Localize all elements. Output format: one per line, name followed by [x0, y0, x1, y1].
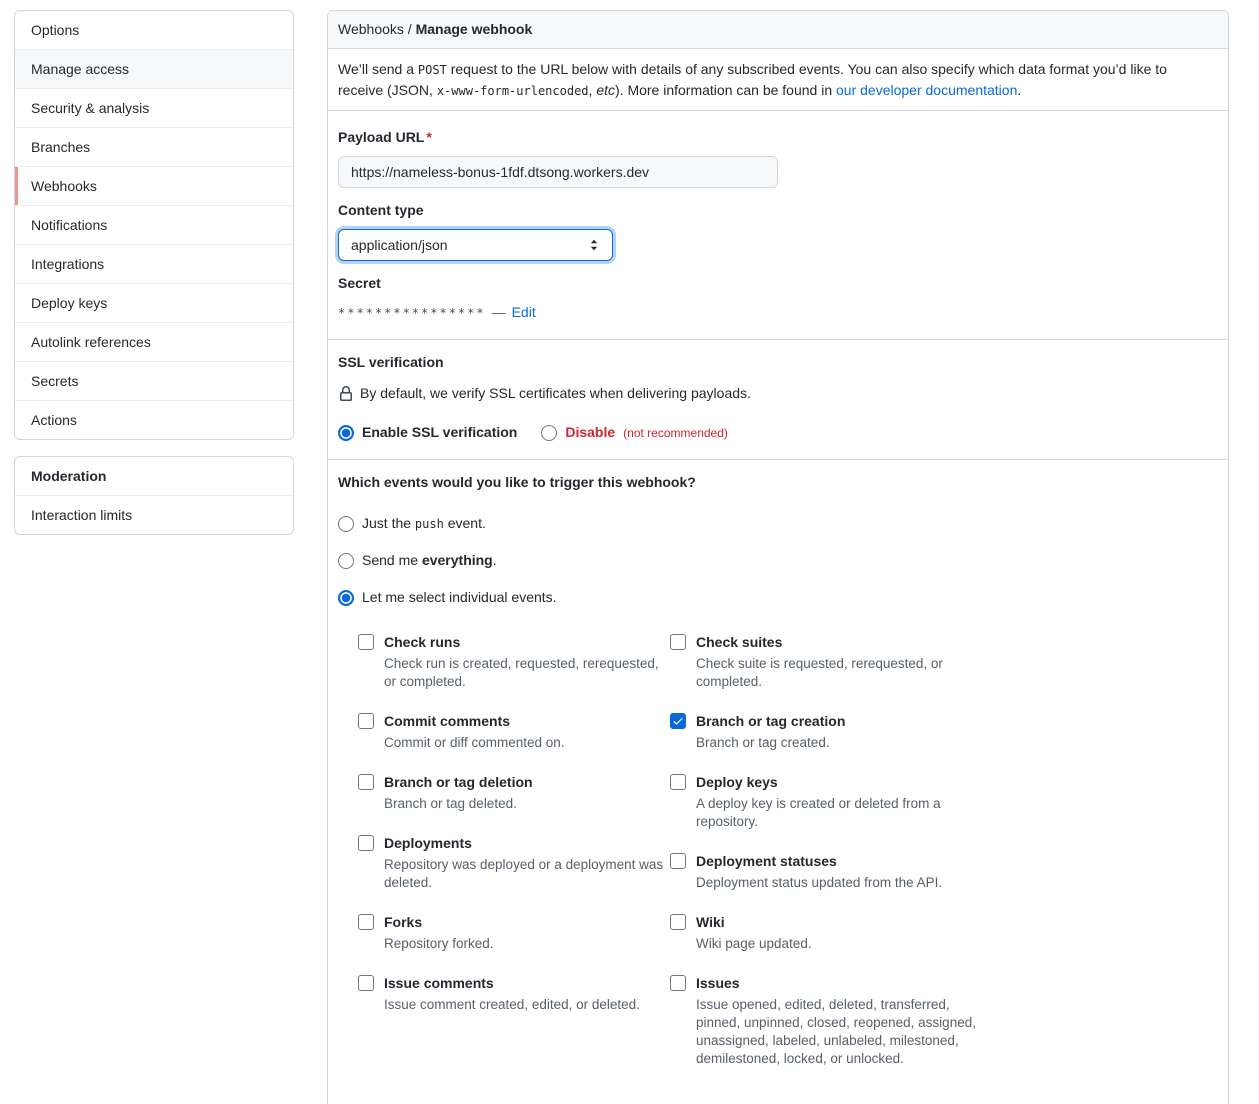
event-desc: Wiki page updated.	[696, 936, 812, 951]
event-radio-individual[interactable]	[338, 587, 1218, 608]
forks-checkbox[interactable]	[358, 914, 374, 930]
content-type-selected-value: application/json	[351, 236, 448, 253]
intro-text	[328, 49, 1228, 111]
event-deployment-statuses[interactable]	[670, 851, 990, 892]
ssl-enable-option[interactable]	[338, 422, 517, 443]
sidebar-item-integrations[interactable]: Integrations	[15, 244, 293, 283]
sidebar-item-branches[interactable]: Branches	[15, 127, 293, 166]
events-radio-group	[338, 513, 1218, 608]
moderation-header: Moderation	[31, 468, 107, 484]
event-commit-comments[interactable]	[358, 711, 670, 752]
event-desc: Issue comment created, edited, or deleted.	[384, 997, 640, 1012]
content-type-label: Content type	[338, 202, 424, 218]
page-title: Manage webhook	[415, 21, 533, 37]
post-code: POST	[417, 63, 447, 77]
event-title: Check runs	[384, 634, 461, 650]
payload-url-label-text: Payload URL	[338, 129, 425, 145]
developer-documentation-link[interactable]: our developer documentation	[836, 82, 1018, 98]
event-issues[interactable]	[670, 973, 990, 1068]
sidebar-item-secrets[interactable]: Secrets	[15, 361, 293, 400]
intro-segment: .	[1017, 82, 1022, 98]
event-desc: Issue opened, edited, deleted, transferred, pinned, unpinned, closed, reopened, assigned, unassigned, labeled, unlabeled, milestoned, demilestoned, locked, or unlocked.	[696, 997, 976, 1066]
event-title: Wiki	[696, 914, 725, 930]
commit-comments-checkbox[interactable]	[358, 713, 374, 729]
event-title: Forks	[384, 914, 423, 930]
event-desc: Repository was deployed or a deployment was deleted.	[384, 857, 664, 890]
check-suites-checkbox[interactable]	[670, 634, 686, 650]
event-radio-everything[interactable]	[338, 550, 1218, 571]
event-desc: Deployment status updated from the API.	[696, 875, 943, 890]
ssl-disable-radio[interactable]	[541, 425, 557, 441]
wiki-checkbox[interactable]	[670, 914, 686, 930]
manage-webhook-panel	[327, 10, 1229, 1104]
secret-masked-value: ****************	[338, 305, 486, 320]
events-column-left	[358, 632, 670, 1088]
event-title: Deployments	[384, 835, 472, 851]
intro-segment: ,	[588, 82, 597, 98]
sidebar-item-manage-access[interactable]: Manage access	[15, 49, 293, 88]
ssl-note-row	[338, 383, 1218, 404]
settings-nav-box	[14, 10, 294, 440]
breadcrumb-separator: /	[407, 21, 412, 37]
everything-radio[interactable]	[338, 553, 354, 569]
sidebar-item-options[interactable]: Options	[31, 22, 80, 38]
ssl-disable-label: Disable	[565, 424, 616, 440]
content-type-select[interactable]	[338, 229, 613, 261]
settings-sidebar	[14, 10, 294, 535]
events-question: Which events would you like to trigger this webhook?	[338, 474, 696, 490]
event-desc: A deploy key is created or deleted from a repository.	[696, 796, 941, 829]
check-runs-checkbox[interactable]	[358, 634, 374, 650]
event-title: Issue comments	[384, 975, 494, 991]
secret-edit-link[interactable]: Edit	[511, 304, 536, 320]
select-updown-icon	[586, 237, 602, 253]
intro-segment: ). More information can be found in	[615, 82, 837, 98]
ssl-disable-option[interactable]	[541, 422, 728, 443]
events-checkbox-grid	[358, 632, 1218, 1088]
event-issue-comments[interactable]	[358, 973, 670, 1014]
event-desc: Branch or tag deleted.	[384, 796, 517, 811]
required-asterisk: *	[426, 129, 432, 145]
payload-url-input[interactable]	[338, 156, 778, 188]
event-check-suites[interactable]	[670, 632, 990, 691]
sidebar-item-security-analysis[interactable]: Security & analysis	[15, 88, 293, 127]
moderation-nav-box	[14, 456, 294, 535]
sidebar-item-deploy-keys[interactable]: Deploy keys	[15, 283, 293, 322]
breadcrumb-webhooks-link[interactable]: Webhooks	[338, 21, 404, 37]
individual-events-radio[interactable]	[338, 590, 354, 606]
event-title: Deploy keys	[696, 774, 778, 790]
event-deployments[interactable]	[358, 833, 670, 892]
sidebar-item-actions[interactable]: Actions	[15, 400, 293, 439]
event-forks[interactable]	[358, 912, 670, 953]
event-desc: Branch or tag created.	[696, 735, 830, 750]
sidebar-item-webhooks[interactable]: Webhooks	[15, 166, 293, 205]
deployment-statuses-checkbox[interactable]	[670, 853, 686, 869]
sidebar-item-interaction-limits[interactable]: Interaction limits	[15, 495, 293, 534]
lock-icon	[338, 386, 354, 402]
webhook-form-section	[328, 111, 1228, 340]
event-deploy-keys[interactable]	[670, 772, 990, 831]
deployments-checkbox[interactable]	[358, 835, 374, 851]
ssl-disable-note: (not recommended)	[623, 425, 728, 440]
payload-url-label	[338, 127, 1218, 148]
individual-events-label: Let me select individual events.	[362, 589, 557, 605]
ssl-note-text: By default, we verify SSL certificates when delivering payloads.	[360, 385, 751, 401]
everything-label: Send me everything.	[362, 552, 497, 568]
issues-checkbox[interactable]	[670, 975, 686, 991]
event-radio-just-push[interactable]	[338, 513, 1218, 534]
ssl-enable-label: Enable SSL verification	[362, 424, 518, 440]
event-desc: Commit or diff commented on.	[384, 735, 565, 750]
event-title: Check suites	[696, 634, 783, 650]
ssl-radio-row	[338, 422, 1218, 443]
intro-segment: We’ll send a	[338, 61, 418, 77]
secret-row	[338, 302, 1218, 323]
just-push-radio[interactable]	[338, 516, 354, 532]
ssl-section-title: SSL verification	[338, 354, 444, 370]
event-title: Branch or tag creation	[696, 713, 846, 729]
etc-italic: etc	[596, 82, 615, 98]
event-desc: Repository forked.	[384, 936, 494, 951]
secret-label: Secret	[338, 275, 381, 291]
urlencoded-code: x-www-form-urlencoded	[436, 84, 589, 98]
event-wiki[interactable]	[670, 912, 990, 953]
issue-comments-checkbox[interactable]	[358, 975, 374, 991]
event-title: Deployment statuses	[696, 853, 837, 869]
breadcrumb	[328, 11, 1228, 49]
ssl-enable-radio[interactable]	[338, 425, 354, 441]
event-desc: Check suite is requested, rerequested, or completed.	[696, 656, 943, 689]
event-desc: Check run is created, requested, rerequested, or completed.	[384, 656, 659, 689]
event-title: Issues	[696, 975, 740, 991]
intro-segment: request to the URL below with details of any subscribed events. You can also specify which data format you’d like to receive (JSON,	[338, 61, 1167, 98]
event-title: Commit comments	[384, 713, 511, 729]
events-column-right	[670, 632, 990, 1088]
sidebar-item-notifications[interactable]: Notifications	[15, 205, 293, 244]
event-branch-tag-deletion[interactable]	[358, 772, 670, 813]
sidebar-item-autolink-references[interactable]: Autolink references	[15, 322, 293, 361]
ssl-verification-section	[328, 340, 1228, 460]
branch-tag-deletion-checkbox[interactable]	[358, 774, 374, 790]
event-title: Branch or tag deletion	[384, 774, 533, 790]
just-push-label: Just the push event.	[362, 515, 486, 531]
event-check-runs[interactable]	[358, 632, 670, 691]
secret-separator: —	[491, 304, 506, 320]
deploy-keys-checkbox[interactable]	[670, 774, 686, 790]
branch-tag-creation-checkbox[interactable]	[670, 713, 686, 729]
events-section	[328, 460, 1228, 1104]
event-branch-tag-creation[interactable]	[670, 711, 990, 752]
